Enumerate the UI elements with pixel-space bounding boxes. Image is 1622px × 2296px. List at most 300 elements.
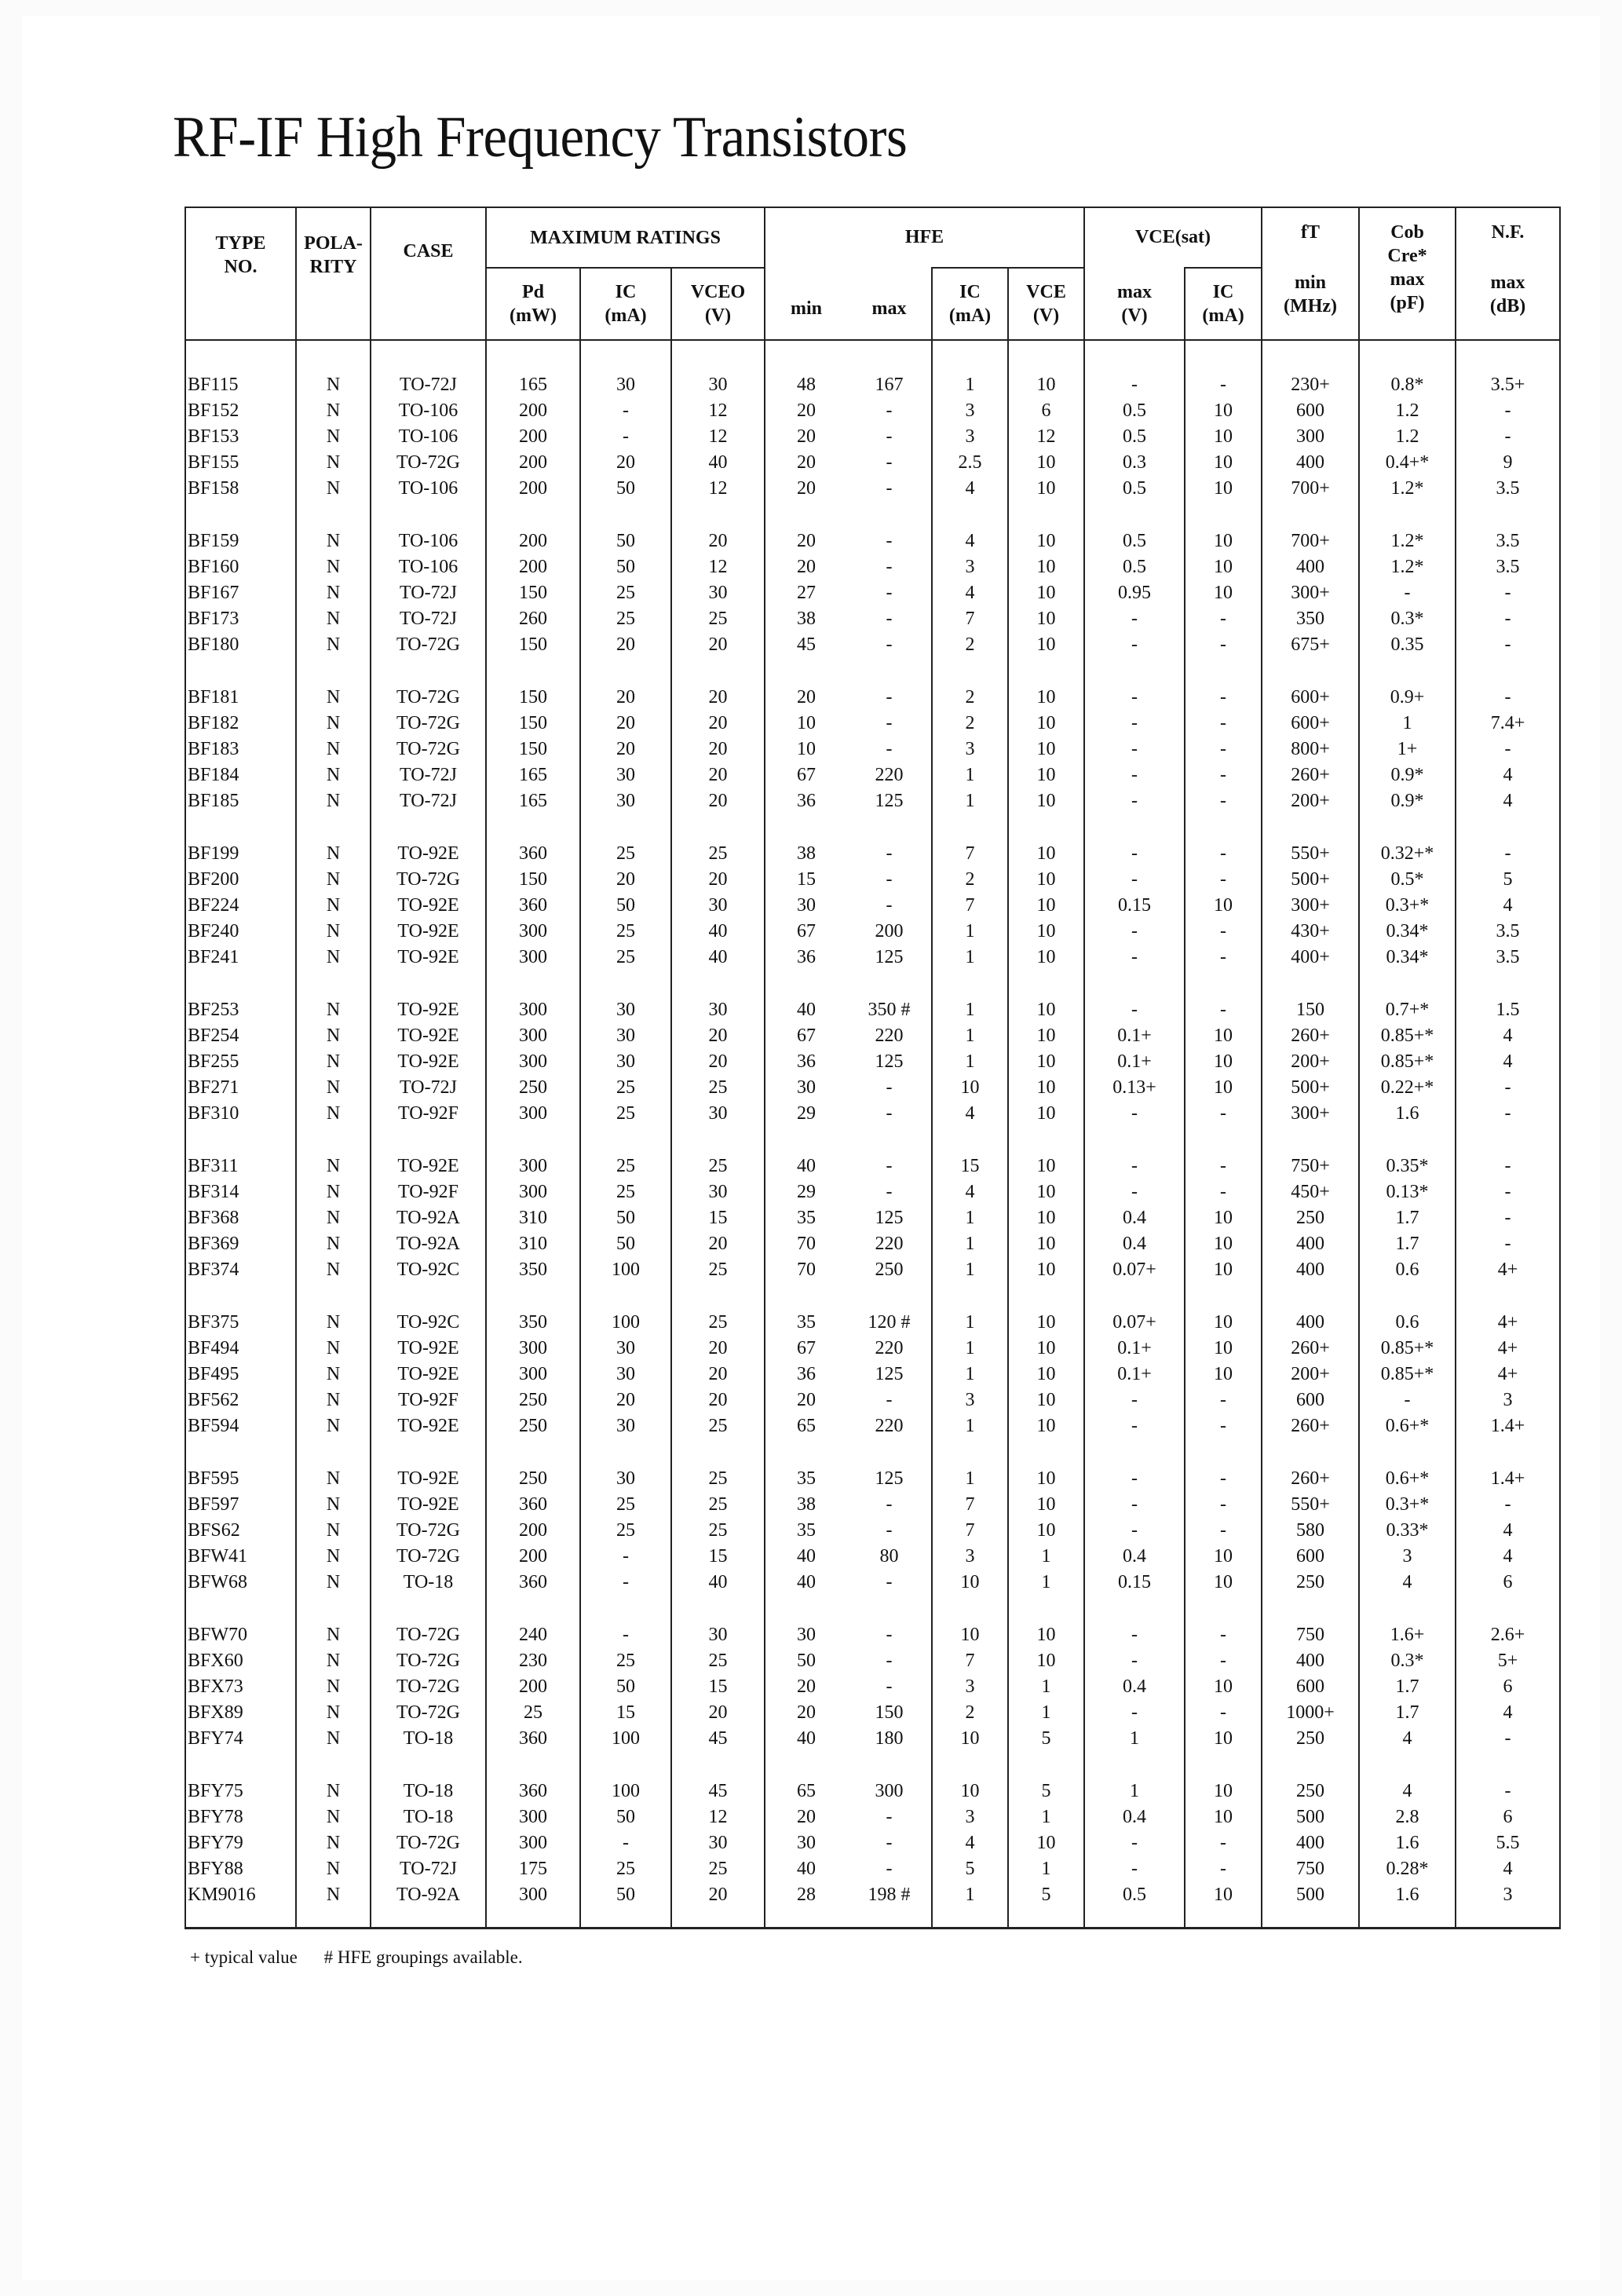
cell-ic: 100 (580, 1752, 671, 1804)
cell-hfe-vce: 10 (1008, 554, 1084, 580)
cell-hfe-ic: 4 (932, 476, 1008, 502)
table-row (185, 1362, 1560, 1387)
cell-type: BF369 (185, 1231, 296, 1257)
cell-pd: 360 (486, 1570, 580, 1596)
cell-polarity: N (296, 945, 371, 971)
cell-vcesat-max: - (1084, 1700, 1185, 1726)
cell-hfe-max: - (847, 893, 932, 919)
cell-hfe-ic: 1 (932, 971, 1008, 1023)
cell-hfe-max: 125 (847, 1439, 932, 1492)
cell-pd: 300 (486, 945, 580, 971)
cell-ic: 25 (580, 1492, 671, 1518)
cell-vceo: 25 (671, 1075, 765, 1101)
cell-hfe-min: 48 (765, 372, 847, 398)
header-text: IC (959, 282, 981, 302)
cell-ft: 350 (1262, 606, 1359, 632)
cell-ic: 50 (580, 1804, 671, 1830)
cell-pd: 240 (486, 1596, 580, 1648)
cell-ic: 25 (580, 1101, 671, 1127)
cell-vceo: 25 (671, 1492, 765, 1518)
spacer-cell (296, 1908, 371, 1929)
cell-hfe-min: 20 (765, 476, 847, 502)
cell-pd: 250 (486, 1387, 580, 1413)
cell-pd: 200 (486, 424, 580, 450)
cell-ft: 600 (1262, 398, 1359, 424)
cell-hfe-vce: 10 (1008, 1127, 1084, 1179)
page (22, 16, 1600, 2280)
cell-ic: - (580, 1830, 671, 1856)
cell-hfe-ic: 1 (932, 788, 1008, 814)
header-spacer-row (185, 340, 1560, 372)
cell-ic: 25 (580, 606, 671, 632)
cell-vcesat-max: - (1084, 1518, 1185, 1544)
cell-hfe-vce: 10 (1008, 476, 1084, 502)
cell-ft: 200+ (1262, 788, 1359, 814)
cell-vceo: 20 (671, 788, 765, 814)
cell-polarity: N (296, 1596, 371, 1648)
cell-hfe-ic: 2 (932, 711, 1008, 737)
cell-vcesat-ic: 10 (1185, 398, 1262, 424)
cell-ft: 300 (1262, 424, 1359, 450)
cell-hfe-max: - (847, 814, 932, 867)
cell-vcesat-max: - (1084, 737, 1185, 762)
cell-vceo: 25 (671, 814, 765, 867)
cell-ic: - (580, 1596, 671, 1648)
cell-hfe-ic: 1 (932, 1439, 1008, 1492)
cell-hfe-ic: 7 (932, 1648, 1008, 1674)
vcesat-header: VCE(sat) (1084, 207, 1262, 268)
cell-cob: 3 (1359, 1544, 1456, 1570)
cell-hfe-ic: 4 (932, 580, 1008, 606)
cell-vcesat-ic: - (1185, 788, 1262, 814)
cell-hfe-vce: 10 (1008, 658, 1084, 711)
cell-vceo: 12 (671, 476, 765, 502)
cell-nf: 4 (1456, 1700, 1560, 1726)
cell-hfe-ic: 7 (932, 606, 1008, 632)
cell-vcesat-ic: 10 (1185, 1570, 1262, 1596)
cell-case: TO-92E (371, 1127, 486, 1179)
cell-vceo: 20 (671, 1023, 765, 1049)
cell-polarity: N (296, 1231, 371, 1257)
cell-hfe-max: 125 (847, 1362, 932, 1387)
cell-pd: 300 (486, 1127, 580, 1179)
cell-hfe-vce: 10 (1008, 1518, 1084, 1544)
cell-case: TO-72G (371, 1518, 486, 1544)
cell-hfe-max: - (847, 1179, 932, 1205)
cell-cob: 1.2* (1359, 476, 1456, 502)
col-cob-header (1359, 207, 1456, 340)
cell-hfe-vce: 1 (1008, 1674, 1084, 1700)
cell-hfe-ic: 10 (932, 1570, 1008, 1596)
cell-cob: 2.8 (1359, 1804, 1456, 1830)
cell-nf: - (1456, 1179, 1560, 1205)
cell-vceo: 30 (671, 372, 765, 398)
cell-hfe-min: 35 (765, 1439, 847, 1492)
cell-hfe-ic: 2.5 (932, 450, 1008, 476)
cell-polarity: N (296, 1752, 371, 1804)
cell-vceo: 20 (671, 658, 765, 711)
cell-cob: 0.6 (1359, 1283, 1456, 1336)
footnote-groupings: # HFE groupings available. (323, 1947, 523, 1967)
cell-cob: 0.85+* (1359, 1023, 1456, 1049)
cell-nf: 4 (1456, 893, 1560, 919)
table-row (185, 1283, 1560, 1336)
table-row (185, 1127, 1560, 1179)
cell-polarity: N (296, 814, 371, 867)
cell-vceo: 25 (671, 1856, 765, 1882)
cell-nf: 5+ (1456, 1648, 1560, 1674)
cell-hfe-max: - (847, 476, 932, 502)
cell-hfe-ic: 3 (932, 1804, 1008, 1830)
cell-hfe-min: 30 (765, 893, 847, 919)
cell-type: BF158 (185, 476, 296, 502)
cell-hfe-min: 50 (765, 1648, 847, 1674)
cell-polarity: N (296, 1049, 371, 1075)
cell-hfe-vce: 10 (1008, 1439, 1084, 1492)
cell-vceo: 20 (671, 502, 765, 554)
cell-case: TO-72J (371, 1075, 486, 1101)
cell-cob: 1.7 (1359, 1231, 1456, 1257)
cell-vcesat-max: - (1084, 1179, 1185, 1205)
cell-ic: 25 (580, 1075, 671, 1101)
cell-cob: 0.5* (1359, 867, 1456, 893)
cell-nf: - (1456, 737, 1560, 762)
cell-cob: 1.6+ (1359, 1596, 1456, 1648)
cell-ic: 50 (580, 554, 671, 580)
spacer-cell (296, 340, 371, 372)
spacer-cell (847, 340, 932, 372)
header-text: NO. (224, 257, 258, 277)
hfe-header: HFE (765, 207, 1084, 268)
cell-polarity: N (296, 1283, 371, 1336)
cell-hfe-max: - (847, 1596, 932, 1648)
cell-hfe-vce: 10 (1008, 1101, 1084, 1127)
cell-hfe-max: - (847, 554, 932, 580)
cell-vcesat-ic: 10 (1185, 1362, 1262, 1387)
cell-ic: 30 (580, 971, 671, 1023)
spacer-cell (371, 340, 486, 372)
cell-type: BFY78 (185, 1804, 296, 1830)
cell-nf: 3.5 (1456, 554, 1560, 580)
cell-hfe-ic: 4 (932, 1830, 1008, 1856)
cell-type: BF200 (185, 867, 296, 893)
cell-ft: 250 (1262, 1752, 1359, 1804)
cell-pd: 150 (486, 867, 580, 893)
cell-type: BFW41 (185, 1544, 296, 1570)
cell-case: TO-72G (371, 867, 486, 893)
cell-case: TO-72G (371, 1544, 486, 1570)
cell-cob: 0.9+ (1359, 658, 1456, 711)
header-text: (V) (1032, 305, 1060, 326)
cell-vcesat-max: - (1084, 632, 1185, 658)
col-nf-header (1456, 207, 1560, 340)
cell-ft: 675+ (1262, 632, 1359, 658)
header-text: POLA- (304, 233, 363, 254)
table-row (185, 1570, 1560, 1596)
table-row (185, 1830, 1560, 1856)
cell-ft: 750+ (1262, 1127, 1359, 1179)
cell-vcesat-ic: 10 (1185, 1205, 1262, 1231)
cell-polarity: N (296, 502, 371, 554)
cell-hfe-vce: 10 (1008, 606, 1084, 632)
cell-hfe-ic: 1 (932, 945, 1008, 971)
cell-pd: 360 (486, 1726, 580, 1752)
cell-case: TO-92E (371, 1492, 486, 1518)
cell-polarity: N (296, 1387, 371, 1413)
cell-pd: 300 (486, 1023, 580, 1049)
cell-vceo: 30 (671, 580, 765, 606)
cell-nf: 4 (1456, 1023, 1560, 1049)
cell-case: TO-72G (371, 1596, 486, 1648)
cell-pd: 150 (486, 737, 580, 762)
cell-polarity: N (296, 580, 371, 606)
cell-pd: 200 (486, 398, 580, 424)
cell-polarity: N (296, 737, 371, 762)
header-text: (V) (1121, 305, 1148, 326)
cell-vcesat-ic: - (1185, 1518, 1262, 1544)
cell-vcesat-max: 0.4 (1084, 1674, 1185, 1700)
cell-hfe-ic: 4 (932, 502, 1008, 554)
cell-polarity: N (296, 424, 371, 450)
cell-nf: 3.5 (1456, 502, 1560, 554)
cell-hfe-vce: 10 (1008, 1283, 1084, 1336)
col-hfe-max-header: max (847, 268, 932, 340)
cell-hfe-ic: 3 (932, 398, 1008, 424)
cell-vcesat-ic: 10 (1185, 1882, 1262, 1908)
cell-cob: 0.9* (1359, 788, 1456, 814)
cell-ic: 25 (580, 580, 671, 606)
table-row (185, 1049, 1560, 1075)
cell-case: TO-92F (371, 1179, 486, 1205)
cell-cob: 1.7 (1359, 1674, 1456, 1700)
cell-hfe-ic: 10 (932, 1752, 1008, 1804)
table-row (185, 1413, 1560, 1439)
cell-ic: 30 (580, 1049, 671, 1075)
cell-vcesat-ic: - (1185, 814, 1262, 867)
cell-cob: 1 (1359, 711, 1456, 737)
cell-vcesat-ic: 10 (1185, 1075, 1262, 1101)
cell-vcesat-max: - (1084, 606, 1185, 632)
cell-hfe-max: 220 (847, 1336, 932, 1362)
cell-cob: 1+ (1359, 737, 1456, 762)
cell-hfe-max: - (847, 1387, 932, 1413)
table-row (185, 1726, 1560, 1752)
cell-ic: - (580, 424, 671, 450)
cell-vcesat-max: 0.5 (1084, 398, 1185, 424)
cell-vcesat-ic: - (1185, 1700, 1262, 1726)
cell-nf: - (1456, 398, 1560, 424)
cell-vcesat-max: - (1084, 1596, 1185, 1648)
cell-nf: 3.5 (1456, 476, 1560, 502)
cell-ft: 600 (1262, 1387, 1359, 1413)
cell-vcesat-max: - (1084, 1830, 1185, 1856)
cell-hfe-max: - (847, 1492, 932, 1518)
cell-type: BF182 (185, 711, 296, 737)
cell-hfe-max: 125 (847, 1205, 932, 1231)
cell-hfe-vce: 10 (1008, 1492, 1084, 1518)
cell-ic: 30 (580, 1336, 671, 1362)
cell-hfe-vce: 5 (1008, 1882, 1084, 1908)
cell-vceo: 20 (671, 867, 765, 893)
cell-vceo: 20 (671, 1362, 765, 1387)
cell-case: TO-92E (371, 1413, 486, 1439)
cell-vcesat-max: - (1084, 919, 1185, 945)
cell-ft: 250 (1262, 1726, 1359, 1752)
cell-vcesat-ic: 10 (1185, 1544, 1262, 1570)
cell-hfe-min: 20 (765, 1674, 847, 1700)
cell-hfe-vce: 10 (1008, 762, 1084, 788)
cell-ft: 230+ (1262, 372, 1359, 398)
cell-cob: 0.8* (1359, 372, 1456, 398)
cell-polarity: N (296, 1830, 371, 1856)
cell-hfe-vce: 5 (1008, 1752, 1084, 1804)
cell-ic: 20 (580, 658, 671, 711)
cell-hfe-max: - (847, 1075, 932, 1101)
cell-case: TO-92E (371, 919, 486, 945)
table-row (185, 1101, 1560, 1127)
cell-hfe-max: - (847, 424, 932, 450)
cell-type: BFW70 (185, 1596, 296, 1648)
cell-ft: 400 (1262, 554, 1359, 580)
cell-cob: 1.6 (1359, 1830, 1456, 1856)
cell-hfe-ic: 1 (932, 1413, 1008, 1439)
cell-cob: 1.2 (1359, 398, 1456, 424)
cell-hfe-min: 29 (765, 1101, 847, 1127)
cell-case: TO-92E (371, 1439, 486, 1492)
table-row (185, 632, 1560, 658)
cell-vceo: 20 (671, 711, 765, 737)
cell-vceo: 30 (671, 1596, 765, 1648)
header-text: fT (1301, 222, 1321, 243)
cell-nf: 3.5+ (1456, 372, 1560, 398)
cell-nf: 4 (1456, 1049, 1560, 1075)
spacer-cell (1456, 1908, 1560, 1929)
cell-case: TO-72J (371, 788, 486, 814)
spacer-cell (671, 1908, 765, 1929)
cell-ft: 260+ (1262, 762, 1359, 788)
cell-case: TO-92F (371, 1101, 486, 1127)
table-row (185, 1179, 1560, 1205)
cell-type: BF155 (185, 450, 296, 476)
col-vceo-header (671, 268, 765, 340)
cell-vcesat-ic: 10 (1185, 450, 1262, 476)
cell-pd: 300 (486, 971, 580, 1023)
cell-pd: 165 (486, 762, 580, 788)
cell-pd: 250 (486, 1413, 580, 1439)
cell-case: TO-92E (371, 1023, 486, 1049)
cell-ic: 50 (580, 476, 671, 502)
col-pd-header (486, 268, 580, 340)
cell-vceo: 25 (671, 1648, 765, 1674)
cell-cob: 1.7 (1359, 1700, 1456, 1726)
cell-ic: 50 (580, 1231, 671, 1257)
cell-ft: 800+ (1262, 737, 1359, 762)
cell-pd: 300 (486, 919, 580, 945)
cell-ic: - (580, 398, 671, 424)
spacer-cell (185, 1908, 296, 1929)
cell-ft: 260+ (1262, 1439, 1359, 1492)
cell-hfe-ic: 5 (932, 1856, 1008, 1882)
cell-ic: 50 (580, 893, 671, 919)
cell-ft: 400 (1262, 1257, 1359, 1283)
cell-vceo: 25 (671, 1518, 765, 1544)
cell-hfe-ic: 1 (932, 1283, 1008, 1336)
cell-case: TO-72G (371, 450, 486, 476)
cell-nf: - (1456, 1231, 1560, 1257)
cell-vcesat-ic: 10 (1185, 1257, 1262, 1283)
cell-hfe-min: 70 (765, 1231, 847, 1257)
cell-type: BF310 (185, 1101, 296, 1127)
cell-polarity: N (296, 372, 371, 398)
cell-cob: 1.7 (1359, 1205, 1456, 1231)
cell-ft: 400 (1262, 450, 1359, 476)
cell-polarity: N (296, 554, 371, 580)
cell-vcesat-max: 0.4 (1084, 1804, 1185, 1830)
cell-vceo: 15 (671, 1544, 765, 1570)
cell-cob: 1.2 (1359, 424, 1456, 450)
cell-vcesat-ic: - (1185, 1439, 1262, 1492)
cell-vcesat-ic: - (1185, 1596, 1262, 1648)
cell-case: TO-18 (371, 1726, 486, 1752)
cell-nf: 6 (1456, 1804, 1560, 1830)
cell-vcesat-max: 0.1+ (1084, 1362, 1185, 1387)
cell-hfe-max: - (847, 502, 932, 554)
cell-type: BF375 (185, 1283, 296, 1336)
cell-ft: 400 (1262, 1648, 1359, 1674)
cell-hfe-min: 30 (765, 1596, 847, 1648)
cell-vceo: 20 (671, 1700, 765, 1726)
cell-hfe-min: 40 (765, 1856, 847, 1882)
cell-ic: 20 (580, 737, 671, 762)
cell-polarity: N (296, 632, 371, 658)
cell-vcesat-ic: 10 (1185, 1049, 1262, 1075)
cell-hfe-min: 28 (765, 1882, 847, 1908)
cell-hfe-vce: 10 (1008, 814, 1084, 867)
max-ratings-header: MAXIMUM RATINGS (486, 207, 765, 268)
cell-vcesat-max: - (1084, 1439, 1185, 1492)
cell-vcesat-max: 0.15 (1084, 1570, 1185, 1596)
cell-vceo: 25 (671, 1257, 765, 1283)
cell-hfe-vce: 10 (1008, 945, 1084, 971)
cell-type: BF374 (185, 1257, 296, 1283)
cell-hfe-min: 20 (765, 398, 847, 424)
cell-vcesat-max: - (1084, 1856, 1185, 1882)
cell-vcesat-max: 1 (1084, 1752, 1185, 1804)
cell-case: TO-92E (371, 893, 486, 919)
cell-hfe-vce: 10 (1008, 919, 1084, 945)
table-row (185, 1856, 1560, 1882)
cell-case: TO-72G (371, 711, 486, 737)
cell-hfe-min: 36 (765, 1049, 847, 1075)
cell-vcesat-ic: 10 (1185, 554, 1262, 580)
cell-vcesat-ic: - (1185, 606, 1262, 632)
cell-polarity: N (296, 1882, 371, 1908)
cell-type: BF562 (185, 1387, 296, 1413)
cell-vcesat-ic: - (1185, 737, 1262, 762)
spacer-cell (765, 340, 847, 372)
cell-vcesat-ic: - (1185, 1856, 1262, 1882)
cell-hfe-vce: 10 (1008, 1596, 1084, 1648)
cell-type: BF241 (185, 945, 296, 971)
cell-polarity: N (296, 1674, 371, 1700)
cell-vcesat-max: - (1084, 1648, 1185, 1674)
cell-case: TO-92C (371, 1257, 486, 1283)
cell-ft: 260+ (1262, 1413, 1359, 1439)
cell-nf: 7.4+ (1456, 711, 1560, 737)
cell-case: TO-72G (371, 1648, 486, 1674)
table-row (185, 762, 1560, 788)
cell-hfe-ic: 2 (932, 632, 1008, 658)
